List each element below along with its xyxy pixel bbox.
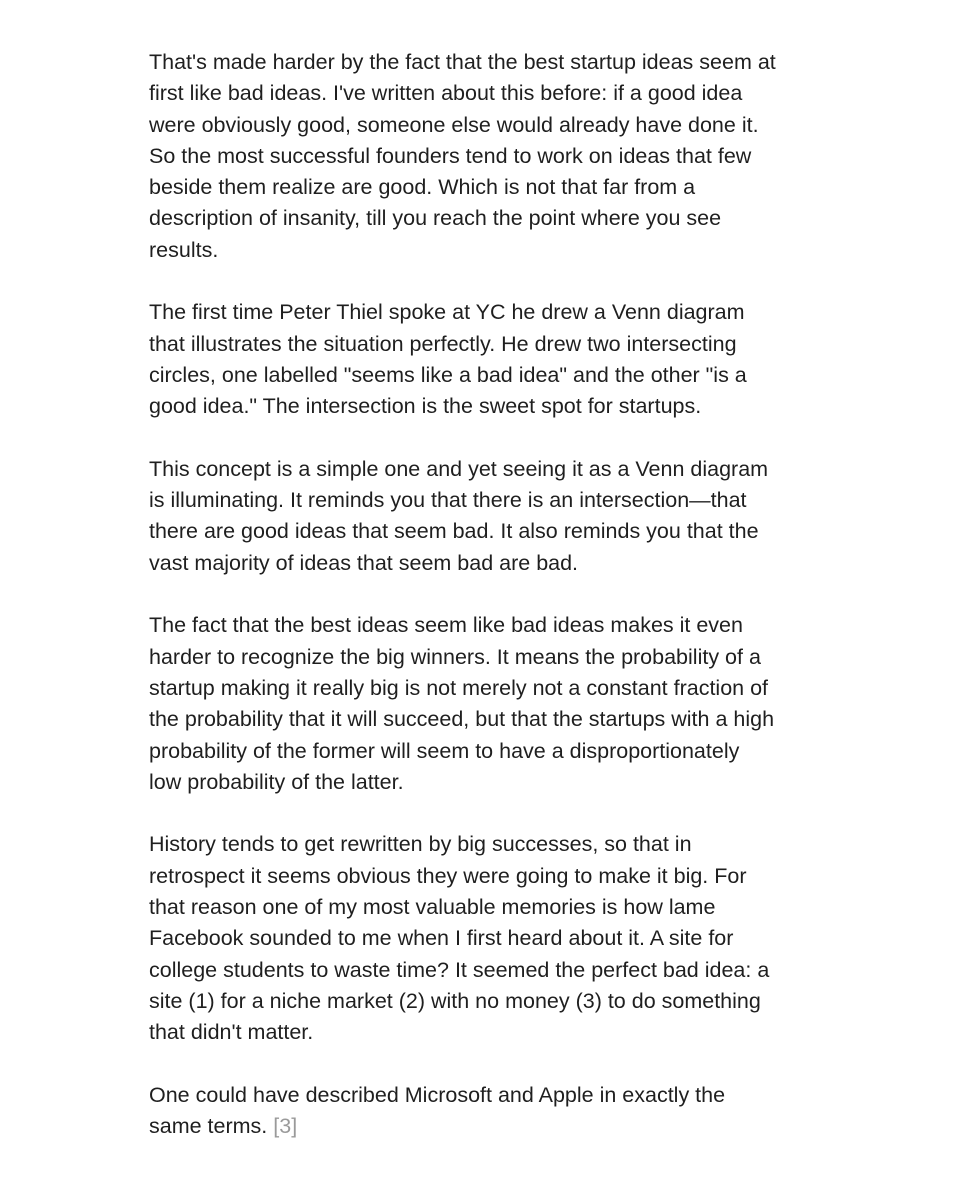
footnote-link[interactable]: [3]: [273, 1114, 298, 1139]
line: is illuminating. It reminds you that there is an intersection—that: [149, 488, 747, 513]
paragraph-6: [149, 1080, 829, 1143]
line: low probability of the latter.: [149, 769, 404, 794]
line: site (1) for a niche market (2) with no money (3) to do something: [149, 988, 761, 1013]
line: description of insanity, till you reach the point where you see: [149, 206, 722, 231]
line: same terms.: [149, 1114, 268, 1139]
line: first like bad ideas. I've written about this before: if a good idea: [149, 81, 743, 106]
line: retrospect it seems obvious they were going to make it big. For: [149, 863, 747, 888]
line: that didn't matter.: [149, 1020, 314, 1045]
line: History tends to get rewritten by big successes, so that in: [149, 832, 692, 857]
article-body: [149, 47, 829, 1174]
paragraph-4: [149, 610, 829, 798]
line: circles, one labelled "seems like a bad idea" and the other "is a: [149, 362, 747, 387]
paragraph-2: [149, 297, 829, 422]
line: there are good ideas that seem bad. It also reminds you that the: [149, 519, 759, 544]
line: that illustrates the situation perfectly. He drew two intersecting: [149, 331, 737, 356]
line: that reason one of my most valuable memories is how lame: [149, 895, 716, 920]
line: beside them realize are good. Which is not that far from a: [149, 175, 696, 200]
line: So the most successful founders tend to work on ideas that few: [149, 143, 752, 168]
paragraph-3: [149, 454, 829, 579]
line: results.: [149, 237, 219, 262]
line: startup making it really big is not merely not a constant fraction of: [149, 675, 769, 700]
line: college students to waste time? It seemed the perfect bad idea: a: [149, 957, 770, 982]
line: harder to recognize the big winners. It means the probability of a: [149, 644, 761, 669]
line: the probability that it will succeed, but that the startups with a high: [149, 707, 775, 732]
line: The fact that the best ideas seem like bad ideas makes it even: [149, 613, 743, 638]
paragraph-5: [149, 829, 829, 1048]
line: vast majority of ideas that seem bad are bad.: [149, 550, 579, 575]
paragraph-1: [149, 47, 829, 266]
line: good idea." The intersection is the sweet spot for startups.: [149, 394, 702, 419]
line: This concept is a simple one and yet seeing it as a Venn diagram: [149, 456, 769, 481]
line: The first time Peter Thiel spoke at YC he drew a Venn diagram: [149, 300, 745, 325]
line: Facebook sounded to me when I first heard about it. A site for: [149, 926, 734, 951]
line: That's made harder by the fact that the best startup ideas seem at: [149, 50, 776, 74]
line: One could have described Microsoft and Apple in exactly the: [149, 1082, 726, 1107]
line: were obviously good, someone else would already have done it.: [149, 112, 759, 137]
line: probability of the former will seem to have a disproportionately: [149, 738, 740, 763]
